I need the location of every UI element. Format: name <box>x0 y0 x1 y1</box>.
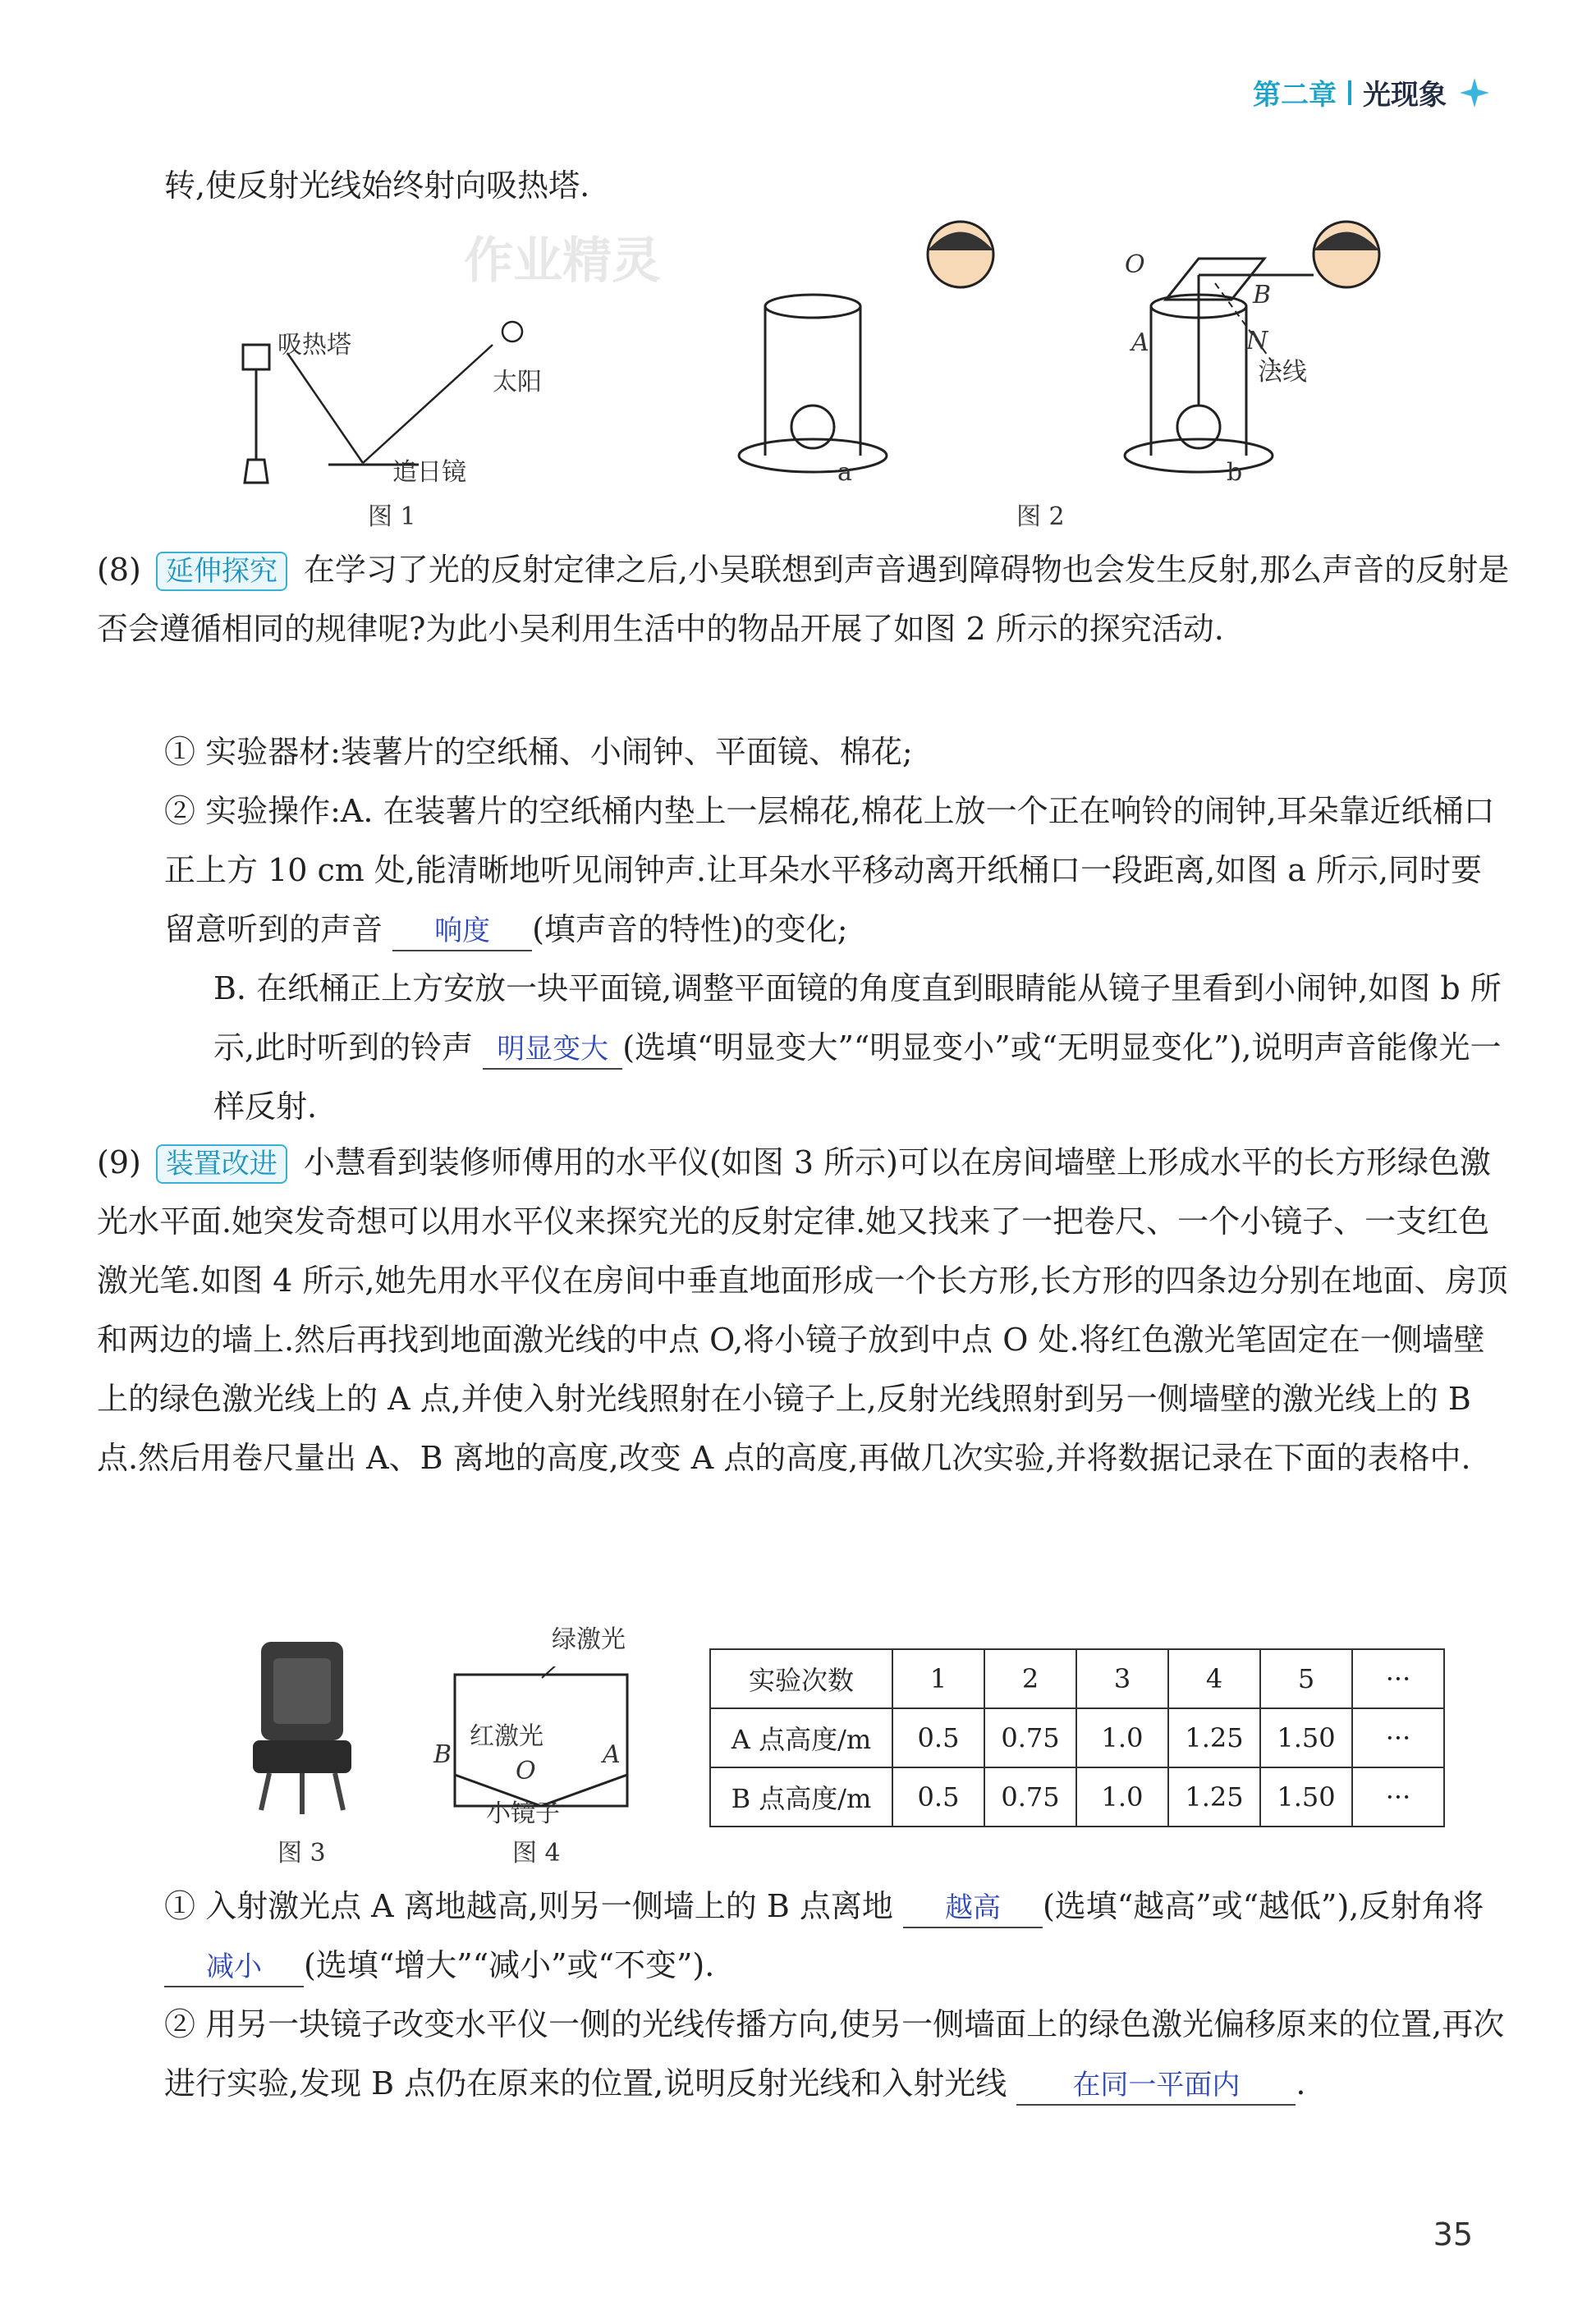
q8-answer-1: 响度 <box>392 912 532 951</box>
q9-answer-1: 越高 <box>903 1889 1043 1928</box>
table-cell: 1.0 <box>1076 1767 1168 1827</box>
table-header-cell: 实验次数 <box>710 1649 892 1708</box>
q9-answer-3: 在同一平面内 <box>1016 2066 1296 2106</box>
q9-tag: 装置改进 <box>156 1144 287 1184</box>
fig4-label-B: B <box>433 1740 452 1769</box>
q9-text: 小慧看到装修师傅用的水平仪(如图 3 所示)可以在房间墙壁上形成水平的长方形绿色激光水平面.她突发奇想可以用水平仪来探究光的反射定律.她又找来了一把卷尺、一个小镜子、一支红色激光笔.如图 4 所示,她先用水平仪在房间中垂直地面形成一个长方形,长方形的四条边分别在地面、房顶和两边的墙上.然后再找到地面激光线的中点 O,将小镜子放到中点 O 处.将红色激光笔固定在一侧墙壁上的绿色激光线上的 A 点,并使入射光线照射在小镜子上,反射光线照射到另一侧墙壁的激光线上的 B 点.然后用卷尺量出 A、B 离地的高度,改变 A 点的高度,再做几次实验,并将数据记录在下面的表格中. <box>97 1144 1508 1476</box>
q9-item2-text: ② 用另一块镜子改变水平仪一侧的光线传播方向,使另一侧墙面上的绿色激光偏移原来的位置,再次进行实验,发现 B 点仍在原来的位置,说明反射光线和入射光线 <box>164 2006 1505 2102</box>
fig2-label-B: B <box>1253 281 1272 309</box>
watermark: 作业精灵 <box>464 232 661 290</box>
data-table <box>709 1648 1445 1827</box>
fig2-label-a: a <box>837 458 852 487</box>
q8-intro <box>97 540 1511 658</box>
fig3-caption: 图 3 <box>277 1839 326 1868</box>
q9-item1-end: (选填“增大”“减小”或“不变”). <box>304 1947 715 1983</box>
q8-item1: ① 实验器材:装薯片的空纸桶、小闹钟、平面镜、棉花; <box>164 734 913 770</box>
fig4-label-A: A <box>603 1740 621 1769</box>
table-header-cell: 3 <box>1076 1649 1168 1708</box>
q8-item2-b <box>213 959 1511 1136</box>
fig2-label-normal: 法线 <box>1258 358 1307 387</box>
table-cell: 1.25 <box>1168 1767 1260 1827</box>
table-cell: ··· <box>1352 1708 1444 1767</box>
table-cell: 0.5 <box>892 1708 984 1767</box>
table-cell: 1.25 <box>1168 1708 1260 1767</box>
fig4-caption: 图 4 <box>512 1839 561 1868</box>
q8-item2b-text: B. 在纸桶正上方安放一块平面镜,调整平面镜的角度直到眼睛能从镜子里看到小闹钟,如图 b 所示,此时听到的铃声 <box>213 970 1502 1066</box>
q8-item2-a <box>164 782 1511 959</box>
table-header-row <box>710 1649 1444 1708</box>
fig2-caption: 图 2 <box>1016 502 1065 531</box>
q8-item2a-text: ② 实验操作:A. 在装薯片的空纸桶内垫上一层棉花,棉花上放一个正在响铃的闹钟,耳朵靠近纸桶口正上方 10 cm 处,能清晰地听见闹钟声.让耳朵水平移动离开纸桶口一段距离,如图 a 所示,同时要留意听到的声音 <box>164 793 1495 947</box>
table-cell: B 点高度/m <box>710 1767 892 1827</box>
table-cell: ··· <box>1352 1767 1444 1827</box>
q8-tag: 延伸探究 <box>156 552 287 591</box>
fig4-label-red: 红激光 <box>470 1722 543 1751</box>
fig1-label-tower: 吸热塔 <box>277 331 351 360</box>
chapter-header <box>1253 72 1491 112</box>
page-number: 35 <box>1433 2216 1473 2253</box>
table-cell: 1.50 <box>1260 1767 1352 1827</box>
figure-3 <box>236 1634 368 1822</box>
intro-line: 转,使反射光线始终射向吸热塔. <box>164 167 590 204</box>
table-row <box>710 1708 1444 1767</box>
fig4-label-green: 绿激光 <box>552 1625 626 1654</box>
fig2-label-O: O <box>1125 250 1145 279</box>
q8-number: (8) <box>97 552 141 588</box>
q8-item2b-end: (选填“明显变大”“明显变小”或“无明显变化”),说明声音能像光一样反射. <box>213 1029 1502 1125</box>
table-cell: 0.5 <box>892 1767 984 1827</box>
q9-item2 <box>164 1995 1511 2113</box>
q9-item1-text: ① 入射激光点 A 离地越高,则另一侧墙上的 B 点离地 <box>164 1888 893 1924</box>
q9-item2-end: . <box>1296 2065 1306 2102</box>
table-header-cell: 2 <box>984 1649 1076 1708</box>
fig2-label-N: N <box>1246 327 1268 355</box>
table-cell: A 点高度/m <box>710 1708 892 1767</box>
q9-answer-2: 减小 <box>164 1948 304 1987</box>
q8-item2a-end: (填声音的特性)的变化; <box>532 911 848 947</box>
table-row <box>710 1767 1444 1827</box>
chapter-label: 第二章 <box>1253 79 1337 112</box>
q9-item1-mid: (选填“越高”或“越低”),反射角将 <box>1042 1888 1484 1924</box>
q9-intro <box>97 1133 1511 1487</box>
figure-2 <box>722 218 1511 488</box>
table-cell: 0.75 <box>984 1708 1076 1767</box>
table-cell: 1.50 <box>1260 1708 1352 1767</box>
q8-text: 在学习了光的反射定律之后,小吴联想到声音遇到障碍物也会发生反射,那么声音的反射是否会遵循相同的规律呢?为此小吴利用生活中的物品开展了如图 2 所示的探究活动. <box>97 552 1510 647</box>
table-cell: 0.75 <box>984 1767 1076 1827</box>
header-divider <box>1348 80 1351 105</box>
fig4-label-mirror: 小镜子 <box>486 1799 560 1828</box>
table-header-cell: 1 <box>892 1649 984 1708</box>
q8-answer-2: 明显变大 <box>483 1030 622 1070</box>
chapter-title: 光现象 <box>1363 79 1447 112</box>
fig2-label-b: b <box>1227 458 1243 487</box>
table-header-cell: 4 <box>1168 1649 1260 1708</box>
table-header-cell: 5 <box>1260 1649 1352 1708</box>
table-header-cell: ··· <box>1352 1649 1444 1708</box>
q9-item1 <box>164 1877 1511 1995</box>
fig2-label-A: A <box>1131 328 1149 357</box>
fig1-label-sun: 太阳 <box>493 368 542 396</box>
sparkle-icon <box>1458 76 1491 109</box>
table-cell: 1.0 <box>1076 1708 1168 1767</box>
fig4-label-O: O <box>516 1757 536 1785</box>
q9-number: (9) <box>97 1144 141 1180</box>
fig1-caption: 图 1 <box>368 502 416 531</box>
fig1-label-mirror: 追日镜 <box>392 458 466 487</box>
